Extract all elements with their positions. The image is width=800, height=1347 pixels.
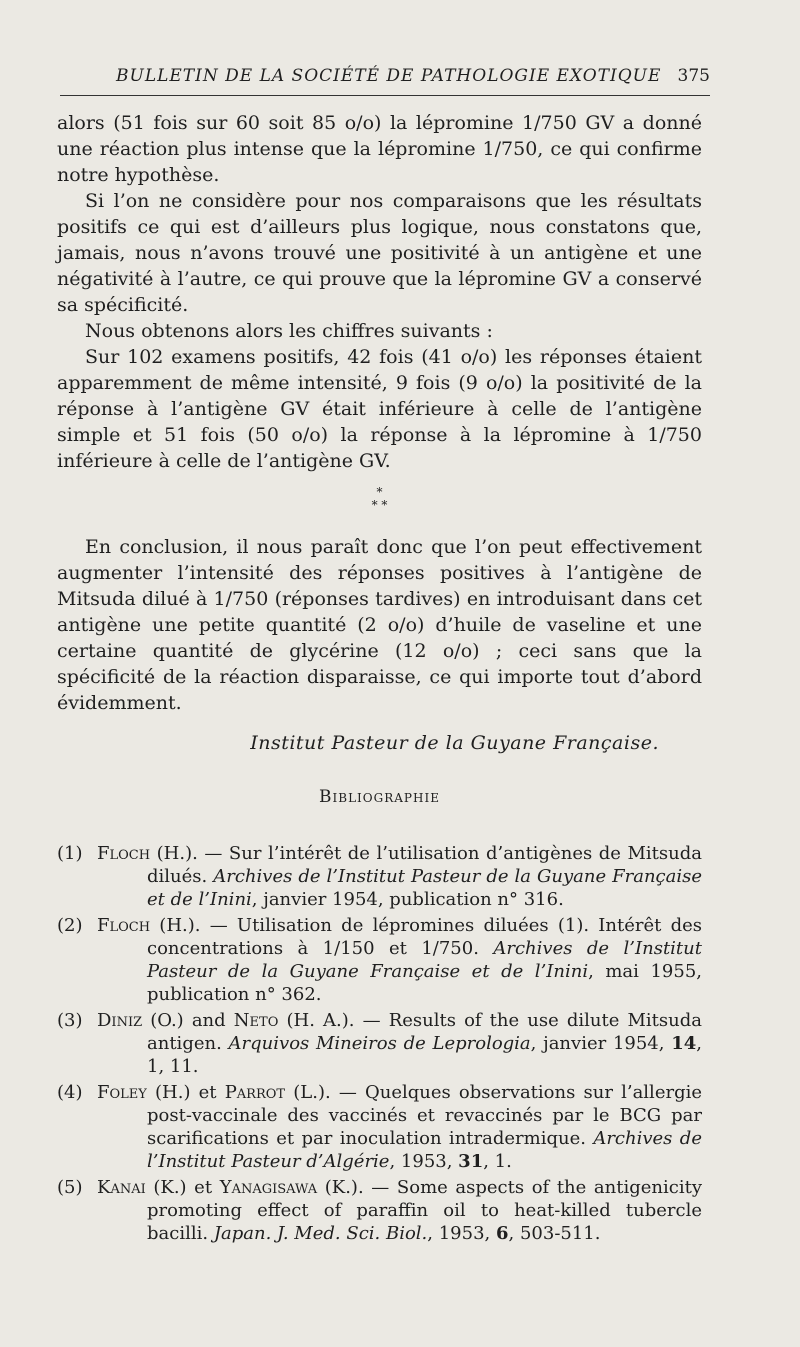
separator-stars: * * [371, 498, 388, 512]
journal-title: Archives de l’Institut Pasteur d’Algérie [147, 1128, 702, 1172]
reference-item: (1) Floch (H.). — Sur l’intérêt de l’utilisation d’antigènes de Mitsuda dilués. Archives de l’Institut Pasteur de la Guyane Française et de l’Inini, janvier 1954, publication n° 316. [57, 843, 702, 910]
institution-signature: Institut Pasteur de la Guyane Française. [250, 732, 659, 754]
journal-title: Japan. J. Med. Sci. Biol. [213, 1223, 428, 1244]
article-body [57, 110, 702, 1248]
separator-star: * [376, 485, 383, 499]
reference-item: (2) Floch (H.). — Utilisation de lépromines diluées (1). Intérêt des concentrations à 1/150 et 1/750. Archives de l’Institut Pasteur de la Guyane Française et de l’Inini, mai 1955, publication n° 362. [57, 915, 702, 1005]
header-rule [60, 95, 710, 96]
reference-list [57, 842, 702, 1245]
volume-number: 6 [495, 1223, 509, 1244]
paragraph: Si l’on ne considère pour nos comparaisons que les résultats positifs ce qui est d’ailleurs plus logique, nous constatons que, jamais, nous n’avons trouvé une positivité à un antigène et une négativité à l’autre, ce qui prouve que la lépromine GV a conservé sa spécificité. [57, 190, 702, 316]
author-name: Yanagisawa [219, 1177, 318, 1198]
reference-item: (5) Kanai (K.) et Yanagisawa (K.). — Some aspects of the antigenicity promoting effect of paraffin oil to heat-killed tubercle bacilli. Japan. J. Med. Sci. Biol., 1953, 6, 503-511. [57, 1177, 702, 1244]
journal-title: Archives de l’Institut Pasteur de la Guyane Française et de l’Inini [147, 938, 702, 982]
conclusion-paragraph: En conclusion, il nous paraît donc que l’on peut effectivement augmenter l’intensité des réponses positives à l’antigène de Mitsuda dilué à 1/750 (réponses tardives) en introduisant dans cet antigène une petite quantité (2 o/o) d’huile de vaseline et une certaine quantité de glycérine (12 o/o) ; ceci sans que la spécificité de la réaction disparaisse, ce qui importe tout d’abord évidemment. [57, 536, 702, 714]
running-header [60, 62, 710, 96]
section-separator [57, 486, 702, 512]
running-title: BULLETIN DE LA SOCIÉTÉ DE PATHOLOGIE EXOTIQUE [116, 66, 662, 86]
author-name: Diniz [97, 1010, 143, 1031]
paragraph: Nous obtenons alors les chiffres suivants : [85, 320, 493, 342]
journal-title: Archives de l’Institut Pasteur de la Guyane Française et de l’Inini [147, 866, 702, 910]
volume-number: 14 [671, 1033, 697, 1054]
author-name: Foley [97, 1082, 147, 1103]
reference-item: (4) Foley (H.) et Parrot (L.). — Quelques observations sur l’allergie post-vaccinale des vaccinés et revaccinés par le BCG par scarifications et par inoculation intradermique. Archives de l’Institut Pasteur d’Algérie, 1953, 31, 1. [57, 1082, 703, 1172]
paragraph: Sur 102 examens positifs, 42 fois (41 o/o) les réponses étaient apparemment de même intensité, 9 fois (9 o/o) la positivité de la réponse à l’antigène GV était inférieure à celle de l’antigène simple et 51 fois (50 o/o) la réponse à la lépromine à 1/750 inférieure à celle de l’antigène GV. [57, 346, 702, 472]
reference-item: (3) Diniz (O.) and Neto (H. A.). — Results of the use dilute Mitsuda antigen. Arquivos Mineiros de Leprologia, janvier 1954, 14, 1, 11. [57, 1010, 702, 1077]
journal-title: Arquivos Mineiros de Leprologia [228, 1033, 531, 1054]
paragraph-continuation: alors (51 fois sur 60 soit 85 o/o) la lépromine 1/750 GV a donné une réaction plus intense que la lépromine 1/750, ce qui confirme notre hypothèse. [57, 112, 702, 186]
volume-number: 31 [458, 1151, 484, 1172]
author-name: Parrot [224, 1082, 286, 1103]
bibliography-heading: Bibliographie [319, 787, 440, 807]
author-name: Neto [233, 1010, 279, 1031]
author-name: Floch [97, 915, 151, 936]
author-name: Floch [97, 843, 151, 864]
page-number: 375 [677, 66, 710, 86]
author-name: Kanai [97, 1177, 146, 1198]
